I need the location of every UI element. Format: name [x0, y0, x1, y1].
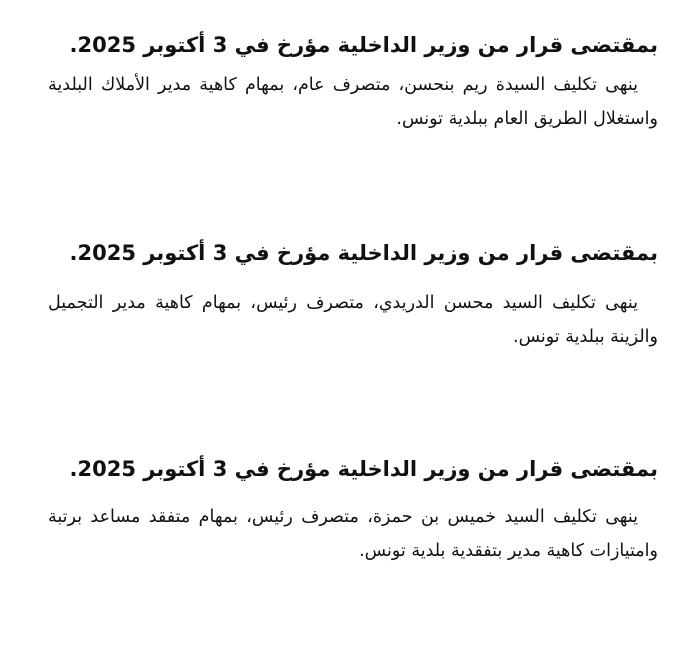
decree-body: ينهى تكليف السيد خميس بن حمزة، متصرف رئيس، بمهام متفقد مساعد برتبة وامتيازات كاهية مدير بتفقدية بلدية تونس.: [48, 507, 658, 561]
decree-heading: بمقتضى قرار من وزير الداخلية مؤرخ في 3 أكتوبر 2025.: [69, 457, 658, 481]
decree-body: ينهى تكليف السيد محسن الدريدي، متصرف رئيس، بمهام كاهية مدير التجميل والزينة ببلدية تونس.: [48, 293, 658, 347]
decree-entry: [48, 28, 658, 136]
decree-entry: [48, 236, 658, 354]
decree-heading: بمقتضى قرار من وزير الداخلية مؤرخ في 3 أكتوبر 2025.: [69, 241, 658, 265]
decree-heading: بمقتضى قرار من وزير الداخلية مؤرخ في 3 أكتوبر 2025.: [69, 33, 658, 57]
decree-entry: [48, 452, 658, 568]
decree-body: ينهى تكليف السيدة ريم بنحسن، متصرف عام، بمهام كاهية مدير الأملاك البلدية واستغلال الطريق العام ببلدية تونس.: [48, 75, 658, 129]
